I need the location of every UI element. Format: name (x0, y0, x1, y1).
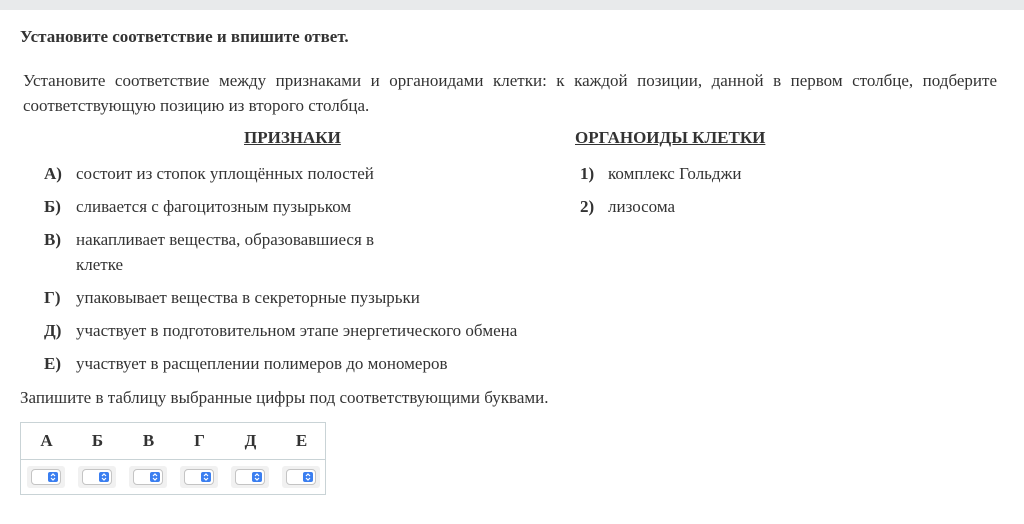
feature-letter: Г) (44, 288, 61, 307)
select-arrows-icon (303, 472, 313, 482)
organoid-text: лизосома (608, 197, 676, 216)
instruction-text: Запишите в таблицу выбранные цифры под соответствующими буквами. (20, 388, 549, 407)
select-arrows-icon (48, 472, 58, 482)
feature-letter: Е) (44, 354, 61, 373)
answer-select-a[interactable] (31, 469, 61, 485)
top-bar (0, 0, 1024, 10)
feature-text: участвует в расщеплении полимеров до мономеров (76, 354, 448, 373)
answer-select-g[interactable] (184, 469, 214, 485)
answer-column-v: В (142, 431, 155, 450)
feature-text: упаковывает вещества в секреторные пузырьки (76, 288, 420, 307)
answer-select-e[interactable] (286, 469, 316, 485)
answer-select-cell-d (231, 466, 269, 488)
organoid-text: комплекс Гольджи (608, 164, 742, 183)
feature-text: сливается с фагоцитозным пузырьком (76, 197, 352, 216)
answer-column-d: Д (244, 431, 257, 450)
answer-select-cell-v (129, 466, 167, 488)
feature-text: накапливает вещества, образовавшиеся в клетке (76, 230, 375, 274)
task-description: Установите соответствие между признаками и органоидами клетки: к каждой позиции, данной в первом столбце, подберите соответствующую позицию из второго столбца. (23, 71, 997, 115)
organoid-number: 1) (580, 164, 595, 183)
select-arrows-icon (150, 472, 160, 482)
answer-column-g: Г (194, 431, 205, 450)
answer-select-cell-a (27, 466, 65, 488)
feature-text: участвует в подготовительном этапе энергетического обмена (76, 321, 518, 340)
answer-table-header-row (21, 423, 325, 460)
answer-table (20, 422, 326, 495)
answer-select-b[interactable] (82, 469, 112, 485)
answer-column-b: Б (91, 431, 104, 450)
feature-letter: А) (44, 164, 62, 183)
answer-select-cell-e (282, 466, 320, 488)
answer-select-cell-g (180, 466, 218, 488)
organoids-column-header: ОРГАНОИДЫ КЛЕТКИ (575, 128, 766, 147)
select-arrows-icon (99, 472, 109, 482)
feature-letter: Б) (44, 197, 61, 216)
task-heading: Установите соответствие и впишите ответ. (20, 27, 349, 46)
feature-letter: В) (44, 230, 61, 249)
answer-column-e: Е (295, 431, 308, 450)
organoid-number: 2) (580, 197, 595, 216)
features-column-header: ПРИЗНАКИ (244, 128, 341, 147)
select-arrows-icon (201, 472, 211, 482)
feature-letter: Д) (44, 321, 62, 340)
select-arrows-icon (252, 472, 262, 482)
answer-select-cell-b (78, 466, 116, 488)
answer-select-d[interactable] (235, 469, 265, 485)
answer-column-a: А (40, 431, 53, 450)
answer-select-v[interactable] (133, 469, 163, 485)
feature-text: состоит из стопок уплощённых полостей (76, 164, 374, 183)
